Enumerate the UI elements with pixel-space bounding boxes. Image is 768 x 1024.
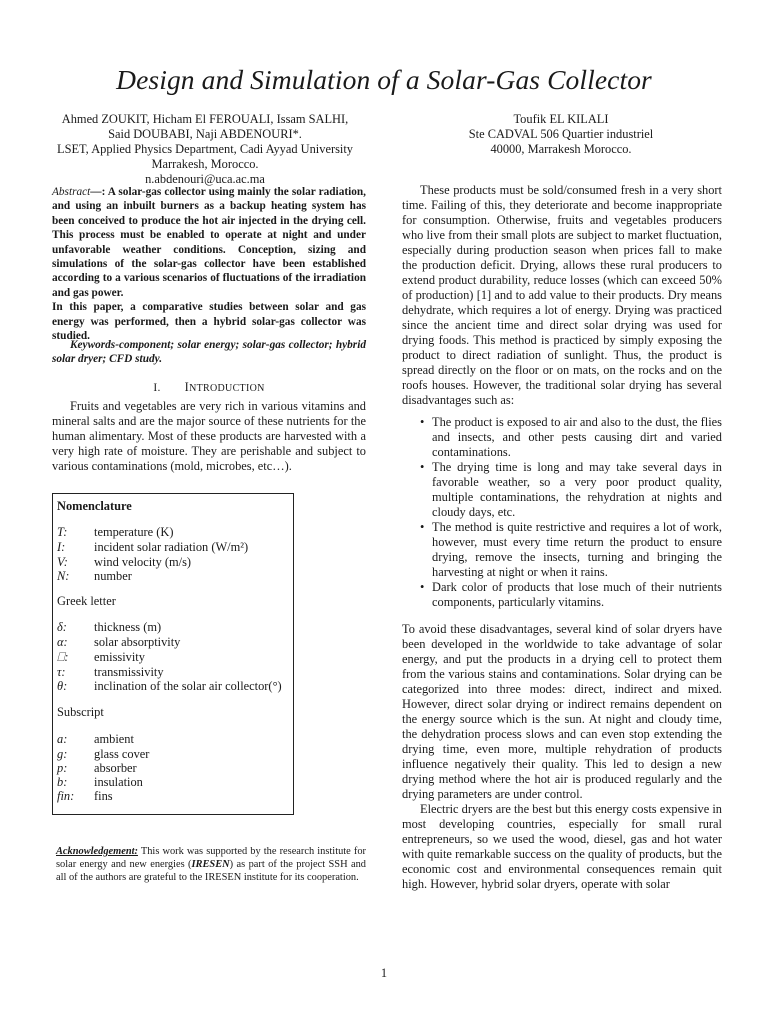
abstract — [52, 185, 366, 343]
paper-title: Design and Simulation of a Solar-Gas Collector — [116, 64, 652, 95]
acknowledgement-text: This work was supported by the research institute for solar energy and new energies ( — [56, 846, 366, 870]
intro-paragraph — [52, 399, 366, 474]
acknowledgement-label: Acknowledgement: — [56, 846, 138, 857]
abstract-text: A solar-gas collector using mainly the solar radiation, and using an inbuilt burners as a backup heating system has been conceived to produce the hot air injected in the drying cell. This process must be enabled to operate at night and under unfavorable weather conditions. Conception, sizing and simulations of the solar-gas collector have been established according to a various scenarios of fluctuations of the irradiation and gas power. — [52, 186, 366, 299]
section-heading — [52, 380, 366, 395]
keywords-text: Keywords-component; solar energy; solar-gas collector; hybrid solar dryer; CFD study. — [52, 339, 366, 366]
intro-text: Fruits and vegetables are very rich in various vitamins and mineral salts and are the major source of these nutrients for the human alimentary. Most of these products are harvested with a very high rate of moisture. They are perishable and subject to various contaminations (mold, microbes, etc…). — [52, 399, 366, 473]
author-line: Toufik EL KILALI — [513, 112, 609, 126]
section-title-rest: NTRODUCTION — [189, 383, 265, 394]
acknowledgement — [56, 845, 366, 884]
author-line: Marrakesh, Morocco. — [151, 157, 259, 171]
author-line: Ste CADVAL 506 Quartier industriel — [468, 127, 654, 141]
author-line: Ahmed ZOUKIT, Hicham El FEROUALI, Issam SALHI, — [61, 112, 349, 126]
greek-letter-heading: Greek letter — [57, 594, 116, 608]
acknowledgement-text-2: ) as part of the project SSH and all of the authors are grateful to the IRESEN institute for its cooperation. — [56, 859, 366, 883]
list-item: • The method is quite restrictive and requires a lot of work, however, must every time return the product to ensure drying, remove the insects, turning and bringing the harvesting at night or when it rains. — [418, 520, 722, 580]
author-line: Said DOUBABI, Naji ABDENOURI*. — [108, 127, 302, 141]
abstract-dash: —: — [90, 186, 106, 198]
acknowledgement-org: IRESEN — [191, 859, 230, 870]
list-item: • The product is exposed to air and also to the dust, the flies and insects, and other pests causing dirt and varied contaminations. — [418, 415, 722, 460]
body-paragraph: Electric dryers are the best but this energy costs expensive in most developing countries, especially for small rural entrepreneurs, so we used the wood, diesel, gas and hot water with quite remarkable success on the quality of products, but the economic cost and environmental consequences remain quit high. However, hybrid solar dryers, operate with solar — [402, 802, 722, 891]
right-column — [402, 183, 722, 892]
abstract-text-2: In this paper, a comparative studies between solar and gas energy was performed, then a hybrid solar-gas collector was studied. — [52, 301, 366, 343]
list-item: • Dark color of products that lose much of their nutrients components, particularly vitamins. — [418, 580, 722, 610]
subscript-heading: Subscript — [57, 705, 104, 719]
author-line: LSET, Applied Physics Department, Cadi Ayyad University — [57, 142, 353, 156]
abstract-label: Abstract — [52, 186, 91, 198]
body-paragraph: To avoid these disadvantages, several kind of solar dryers have been developed in the worldwide to take advantage of solar energy, and put the products in a drying cell to protect them from the various stains and contaminations. Solar drying can be categorized into three modes: direct, indirect and mixed. However, direct solar drying or indirect remains dependent on the energy source which is the sun. At night and cloudy time, the dehydration process slows and can even stop extending the drying time, even more, multiple rehydration of products influence negatively their quality. This led to design a new drying method where the hot air is produced regularly and the drying parameters are under control. — [402, 622, 722, 801]
page-number: 1 — [380, 966, 388, 980]
authors-left — [40, 112, 370, 187]
section-title-cap: I — [184, 380, 190, 394]
nomenclature-title: Nomenclature — [57, 499, 132, 513]
nomenclature-box: Nomenclature T: temperature (K) I: incident solar radiation (W/m²) V: wind velocity (m/s) N: number Greek letter δ: thickness (m) α: solar absorptivity ⎕: emissivity τ: transmissivity θ: inclination of the solar air collector(°) Subscript a: ambient g: glass cover p: absorber b: insulation fin: fins — [52, 493, 294, 815]
author-email: n.abdenouri@uca.ac.ma — [145, 172, 265, 186]
body-paragraph: These products must be sold/consumed fresh in a very short time. Failing of this, they deteriorate and become inappropriate for consumption. Otherwise, fruits and vegetables producers who live from their small plots are subject to market fluctuation, especially during production season when prices fall to make the production deficit. Drying, allows these rural producers to extend product durability, reduce losses (which can exceed 50% of production) [1] and to add value to their products. Dry means dehydrate, which requires a lot of energy. Drying was practiced since the ancient time and direct solar drying was used for drying foods. This method is practiced by simply exposing the product to direct radiation of sunlight. Thus, the product is spread directly on the floor or on mats, on the rocks and on the roofs houses. However, the traditional solar drying has several disadvantages such as: — [402, 183, 722, 407]
disadvantages-list — [418, 415, 722, 610]
keywords — [52, 338, 366, 367]
list-item: • The drying time is long and may take several days in favorable weather, so a very poor product quality, multiple contaminations, the rehydration at nights and cloudy days, etc. — [418, 460, 722, 520]
author-line: 40000, Marrakesh Morocco. — [490, 142, 632, 156]
section-number: I. — [153, 382, 161, 394]
authors-right — [400, 112, 722, 157]
